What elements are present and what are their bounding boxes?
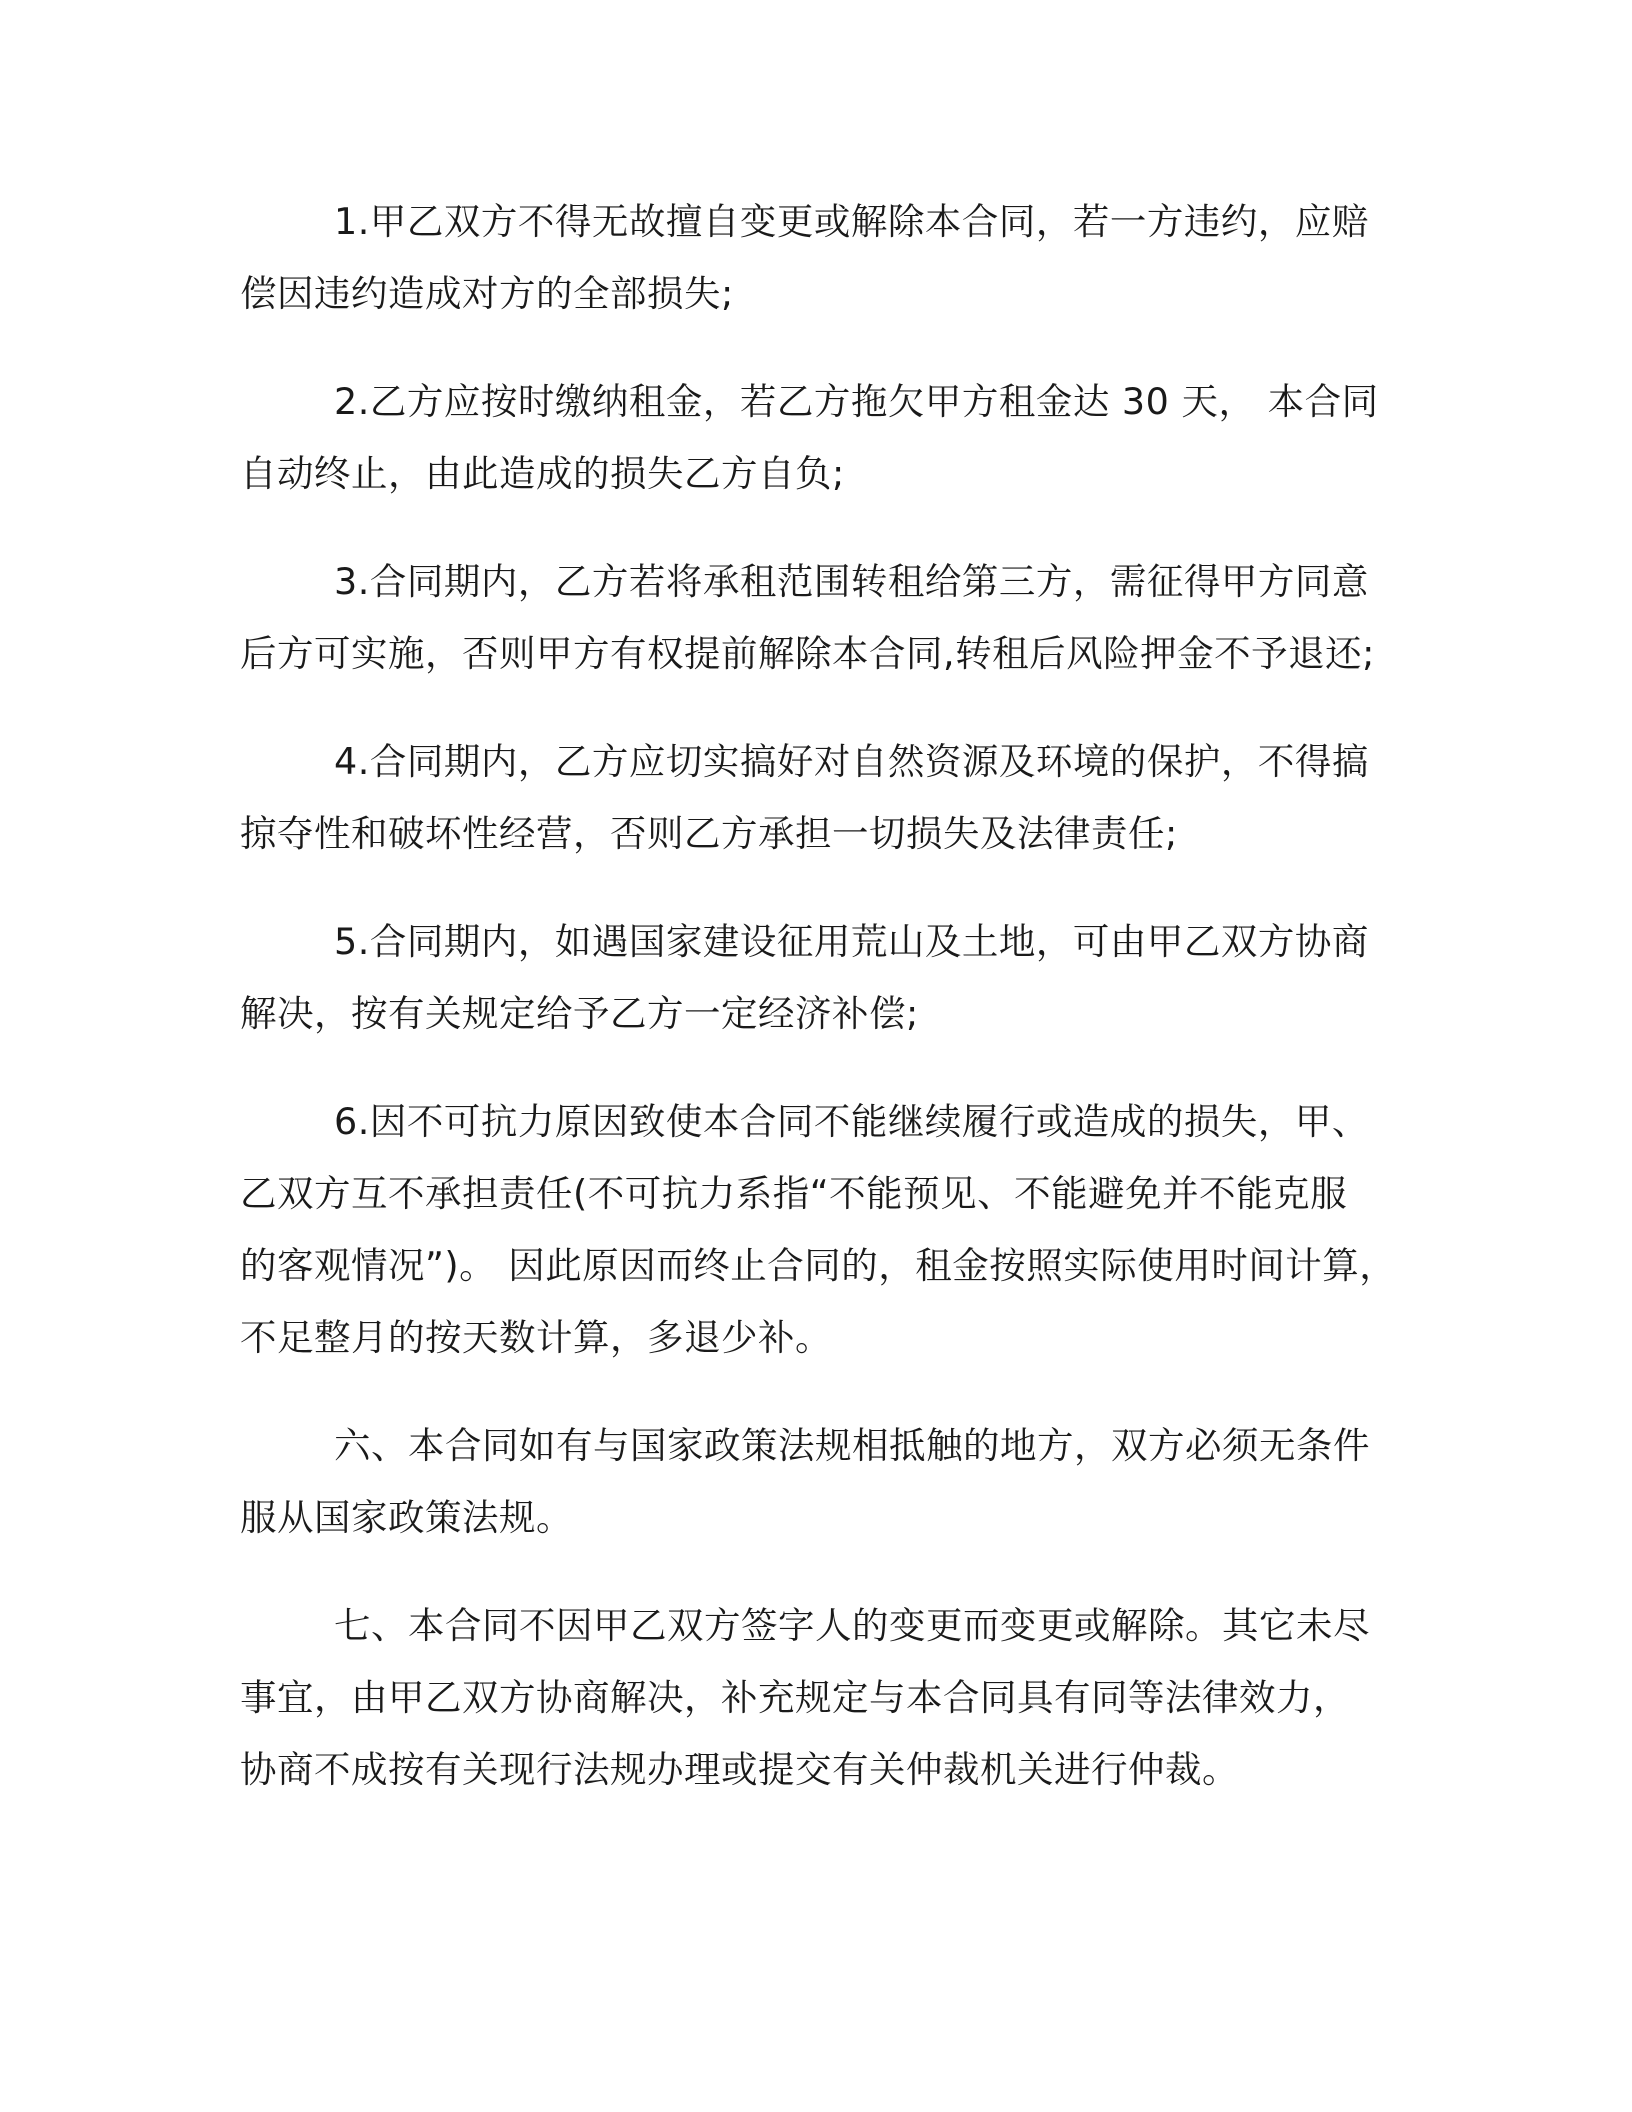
- clause-6: [240, 1086, 1410, 1374]
- clause-4: [240, 726, 1410, 870]
- clause-3-line-2: 后方可实施，否则甲方有权提前解除本合同,转租后风险押金不予退还;: [240, 632, 1375, 675]
- clause-4-line-1: 4.合同期内，乙方应切实搞好对自然资源及环境的保护，不得搞: [334, 740, 1369, 783]
- section-6-line-1: 六、本合同如有与国家政策法规相抵触的地方，双方必须无条件: [334, 1424, 1370, 1467]
- clause-1-line-1: 1.甲乙双方不得无故擅自变更或解除本合同，若一方违约，应赔: [334, 200, 1369, 243]
- clause-6-line-4: 不足整月的按天数计算，多退少补。: [240, 1316, 832, 1359]
- section-6: [240, 1410, 1410, 1554]
- clause-1: [240, 186, 1410, 330]
- clause-5-line-1: 5.合同期内，如遇国家建设征用荒山及土地，可由甲乙双方协商: [334, 920, 1369, 963]
- section-7-line-2: 事宜，由甲乙双方协商解决，补充规定与本合同具有同等法律效力，: [240, 1676, 1350, 1719]
- clause-2: [240, 366, 1410, 510]
- clause-1-line-2: 偿因违约造成对方的全部损失;: [240, 272, 734, 315]
- section-7: [240, 1590, 1410, 1806]
- section-7-line-1: 七、本合同不因甲乙双方签字人的变更而变更或解除。其它未尽: [334, 1604, 1370, 1647]
- clause-6-line-1: 6.因不可抗力原因致使本合同不能继续履行或造成的损失，甲、: [334, 1100, 1369, 1143]
- clause-5-line-2: 解决，按有关规定给予乙方一定经济补偿;: [240, 992, 919, 1035]
- section-7-line-3: 协商不成按有关现行法规办理或提交有关仲裁机关进行仲裁。: [240, 1748, 1239, 1791]
- clause-2-line-1: 2.乙方应按时缴纳租金，若乙方拖欠甲方租金达 30 天， 本合同: [334, 380, 1379, 423]
- clause-2-line-2: 自动终止，由此造成的损失乙方自负;: [240, 452, 845, 495]
- clause-3-line-1: 3.合同期内，乙方若将承租范围转租给第三方，需征得甲方同意: [334, 560, 1369, 603]
- clause-4-line-2: 掠夺性和破坏性经营，否则乙方承担一切损失及法律责任;: [240, 812, 1178, 855]
- clause-6-line-3: 的客观情况”)。 因此原因而终止合同的，租金按照实际使用时间计算，: [240, 1244, 1397, 1287]
- clause-6-line-2: 乙双方互不承担责任(不可抗力系指“不能预见、不能避免并不能克服: [240, 1172, 1348, 1215]
- clause-5: [240, 906, 1410, 1050]
- contract-body: [240, 186, 1410, 1806]
- clause-3: [240, 546, 1410, 690]
- section-6-line-2: 服从国家政策法规。: [240, 1496, 573, 1539]
